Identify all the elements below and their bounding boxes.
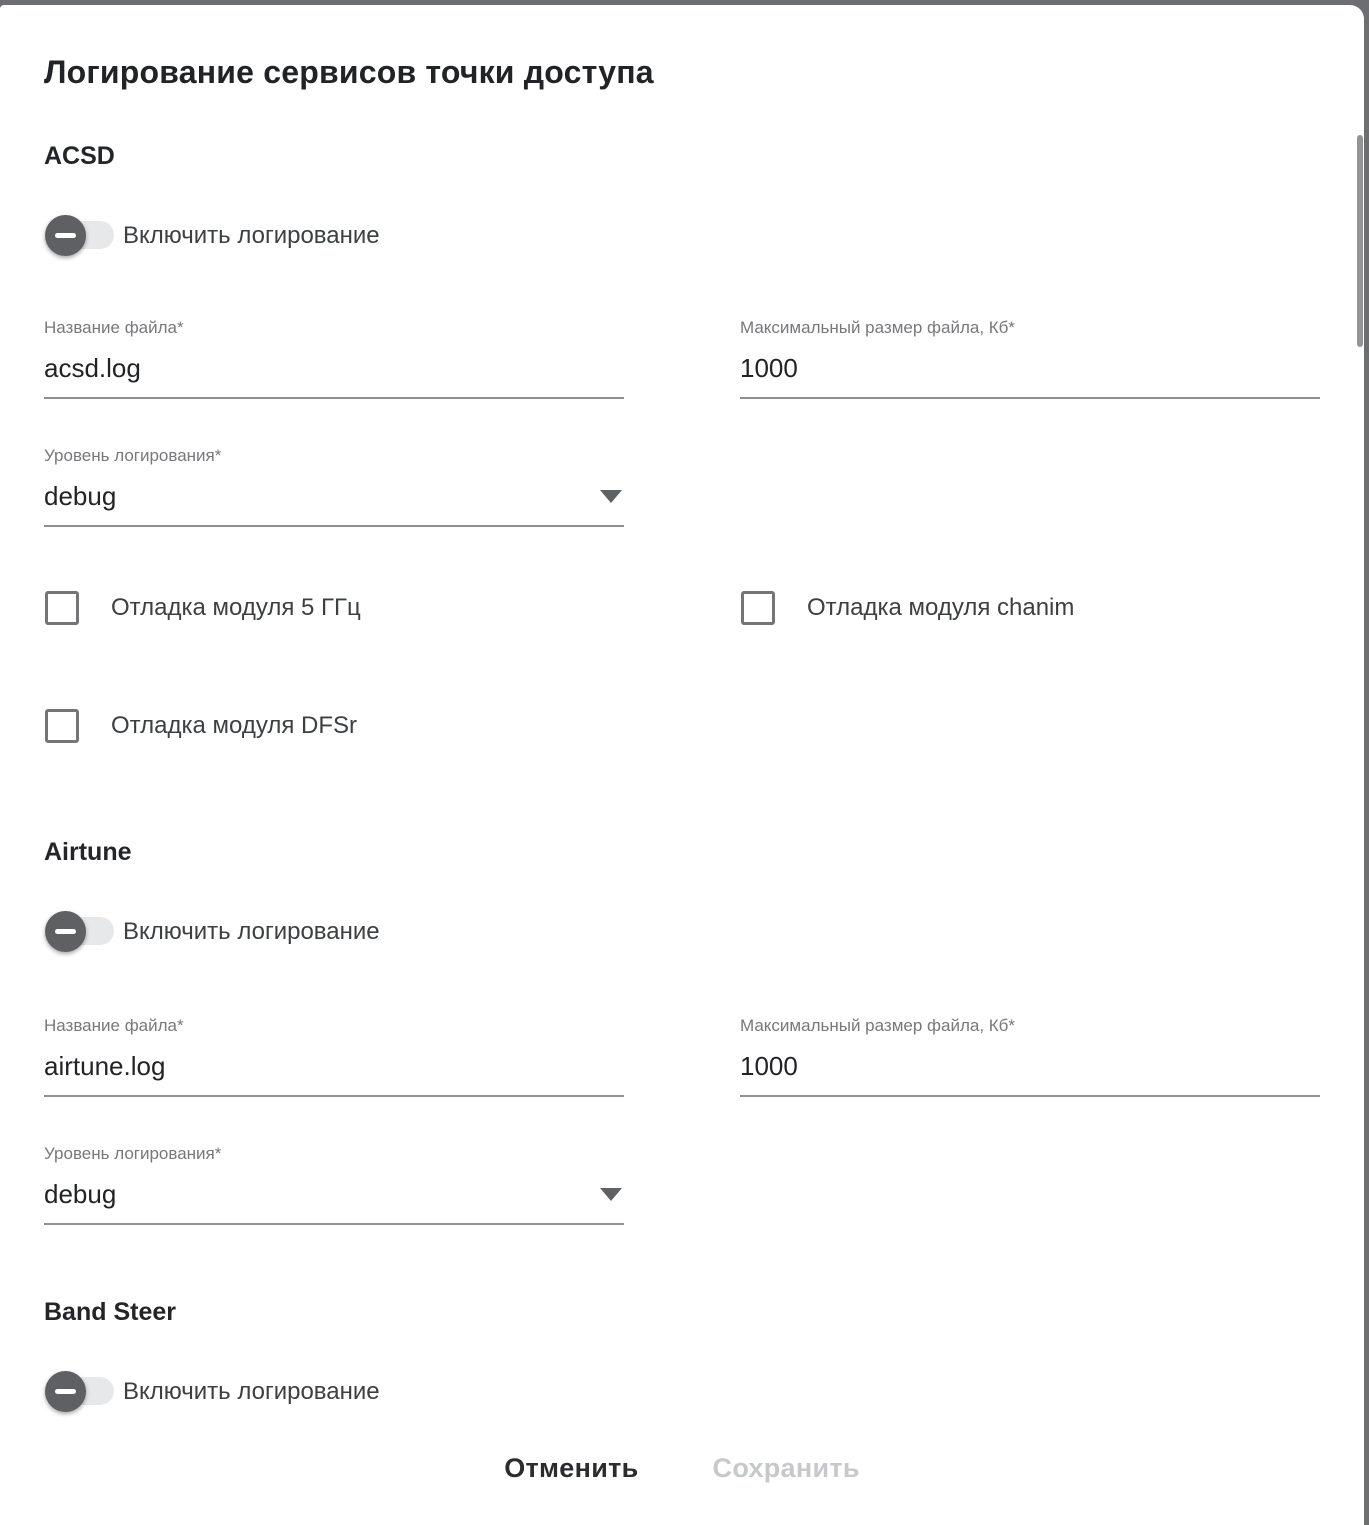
minus-icon (55, 233, 76, 238)
checkbox-row-2-acsd (44, 709, 1320, 743)
checkbox-label: Отладка модуля chanim (807, 594, 1075, 621)
section-heading-airtune: Airtune (44, 838, 132, 866)
dialog-footer (44, 1449, 1320, 1488)
loglevel-label: Уровень логирования* (44, 1144, 222, 1163)
loglevel-select-acsd[interactable] (44, 479, 624, 527)
checkbox-debug-dfsr[interactable] (44, 709, 624, 743)
section-heading-acsd: ACSD (44, 142, 115, 170)
enable-logging-toggle-band-steer[interactable] (45, 1371, 115, 1412)
filename-label: Название файла* (44, 1016, 184, 1035)
toggle-label: Включить логирование (123, 917, 380, 945)
minus-icon (55, 929, 76, 934)
maxsize-label: Максимальный размер файла, Кб* (740, 1016, 1016, 1035)
loglevel-row-acsd (44, 445, 1320, 527)
maxsize-field-airtune (740, 1015, 1320, 1097)
filename-input-airtune[interactable] (44, 1049, 624, 1097)
filename-field-acsd (44, 317, 624, 399)
maxsize-label: Максимальный размер файла, Кб* (740, 318, 1016, 337)
loglevel-value: debug (44, 481, 117, 511)
chevron-down-icon (600, 1188, 622, 1201)
toggle-row-band-steer (45, 1371, 1320, 1412)
toggle-label: Включить логирование (123, 221, 380, 249)
scrollbar-thumb[interactable] (1357, 135, 1363, 347)
toggle-label: Включить логирование (123, 1377, 380, 1405)
minus-icon (55, 1389, 76, 1394)
loglevel-value: debug (44, 1179, 117, 1209)
checkbox-debug-chanim[interactable] (740, 591, 1320, 625)
maxsize-input-acsd[interactable] (740, 351, 1320, 399)
toggle-thumb (45, 1371, 86, 1412)
logging-dialog (0, 5, 1364, 1525)
fields-row-acsd (44, 317, 1320, 399)
fields-row-airtune (44, 1015, 1320, 1097)
checkbox-box[interactable] (45, 709, 79, 743)
toggle-row-acsd (45, 215, 1320, 256)
enable-logging-toggle-acsd[interactable] (45, 215, 115, 256)
checkbox-box[interactable] (741, 591, 775, 625)
dialog-title: Логирование сервисов точки доступа (44, 54, 654, 90)
filename-label: Название файла* (44, 318, 184, 337)
toggle-thumb (45, 911, 86, 952)
loglevel-field-acsd (44, 445, 624, 527)
save-button[interactable]: Сохранить (711, 1449, 862, 1488)
chevron-down-icon (600, 490, 622, 503)
checkbox-row-1-acsd (44, 591, 1320, 625)
filename-field-airtune (44, 1015, 624, 1097)
loglevel-row-airtune (44, 1143, 1320, 1225)
filename-input-acsd[interactable] (44, 351, 624, 399)
loglevel-field-airtune (44, 1143, 624, 1225)
maxsize-input-airtune[interactable] (740, 1049, 1320, 1097)
checkbox-label: Отладка модуля DFSr (111, 712, 357, 739)
maxsize-field-acsd (740, 317, 1320, 399)
loglevel-label: Уровень логирования* (44, 446, 222, 465)
loglevel-select-airtune[interactable] (44, 1177, 624, 1225)
toggle-row-airtune (45, 911, 1320, 952)
checkbox-label: Отладка модуля 5 ГГц (111, 594, 361, 621)
checkbox-box[interactable] (45, 591, 79, 625)
cancel-button[interactable]: Отменить (502, 1449, 640, 1488)
enable-logging-toggle-airtune[interactable] (45, 911, 115, 952)
checkbox-debug-5ghz[interactable] (44, 591, 624, 625)
section-heading-band-steer: Band Steer (44, 1298, 176, 1326)
toggle-thumb (45, 215, 86, 256)
